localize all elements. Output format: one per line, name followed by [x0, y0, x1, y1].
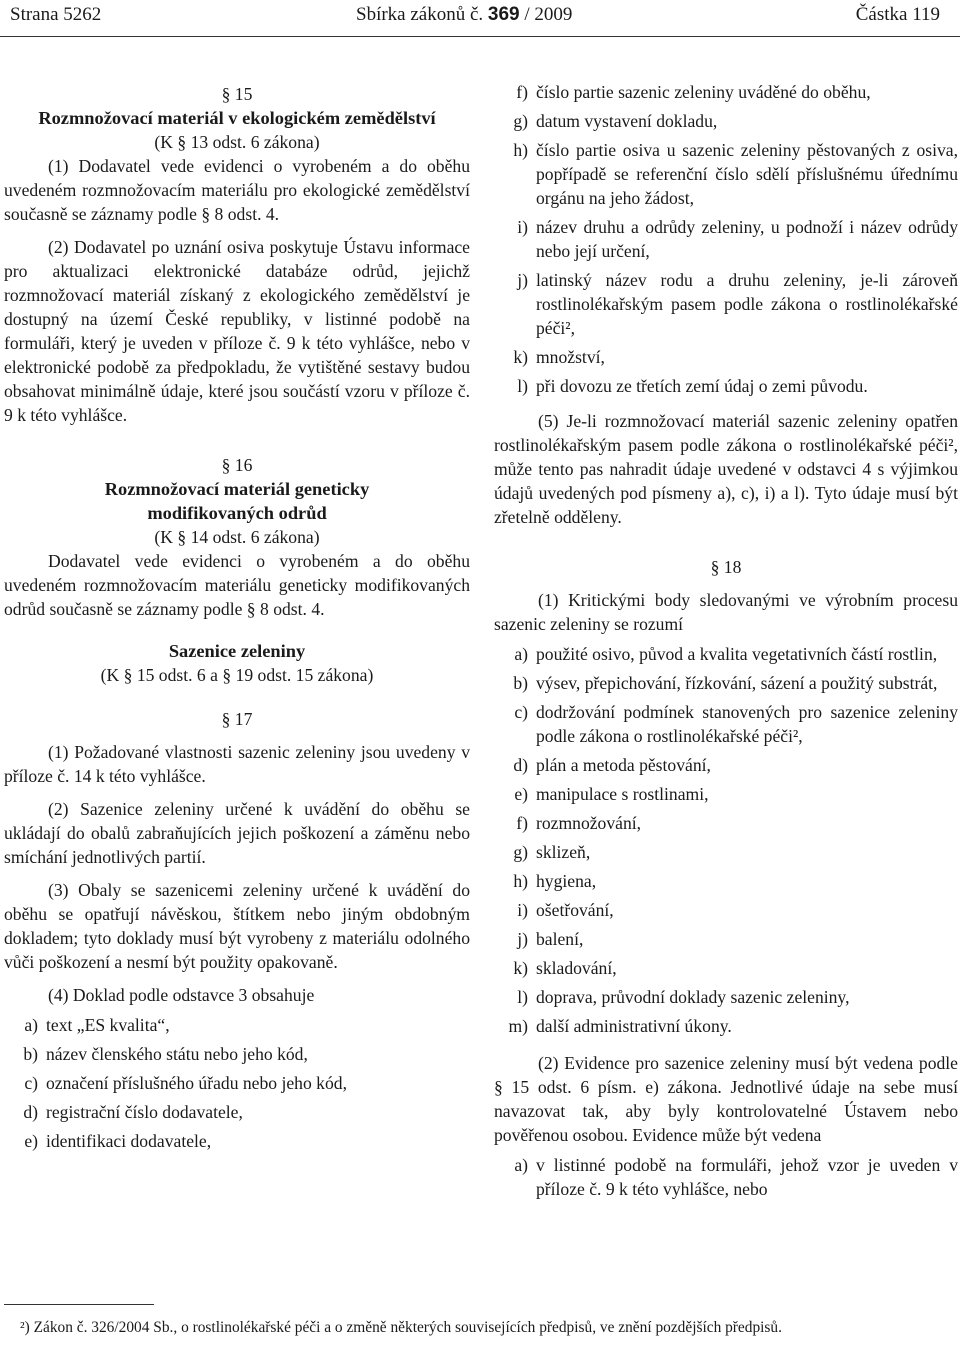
list-item: i) název druhu a odrůdy zeleniny, u podnoží i název odrůdy nebo její určení, — [517, 217, 958, 261]
list-item: g) datum vystavení dokladu, — [513, 111, 718, 131]
list-item: a) v listinné podobě na formuláři, jehož vzor je uveden v příloze č. 9 k této vyhlášce, nebo — [514, 1155, 958, 1199]
page-number: Strana 5262 — [10, 4, 102, 25]
list-item: m) další administrativní úkony. — [508, 1016, 732, 1036]
section-17-paragraph-4: (4) Doklad podle odstavce 3 obsahuje — [48, 985, 315, 1005]
list-item: i) ošetřování, — [517, 900, 614, 920]
section-18-number: § 18 — [710, 557, 742, 577]
section-17-item-list — [4, 1013, 470, 1153]
list-item: c) dodržování podmínek stanovených pro sazenice zeleniny podle zákona o rostlinolékařské péči², — [514, 702, 958, 746]
left-column — [4, 80, 470, 1158]
footnote-divider — [4, 1304, 154, 1305]
list-item: k) množství, — [513, 347, 605, 367]
section-15-title: Rozmnožovací materiál v ekologickém zemědělství — [38, 108, 436, 128]
list-item: j) balení, — [517, 929, 584, 949]
list-item: f) rozmnožování, — [516, 813, 642, 833]
section-16-title-line-1: Rozmnožovací materiál geneticky — [104, 479, 370, 499]
collection-prefix: Sbírka zákonů č. — [356, 4, 484, 25]
section-15-number: § 15 — [221, 84, 253, 104]
list-item: l) při dovozu ze třetích zemí údaj o zemi původu. — [517, 376, 868, 396]
right-column — [494, 80, 958, 1206]
section-18-paragraph-1: (1) Kritickými body sledovanými ve výrobním procesu sazenic zeleniny se rozumí — [494, 590, 958, 634]
list-item: b) výsev, přepichování, řízkování, sázení a použitý substrát, — [513, 673, 938, 693]
section-15-paragraph-2: (2) Dodavatel po uznání osiva poskytuje Ústavu informace pro aktualizaci elektronické databáze odrůd, jejichž rozmnožovací materiál získaný z ekologického zemědělství je dostupný na území České republiky, v listinné podobě na formuláři, který je uveden v příloze č. 9 k této vyhlášce, nebo v elektronické podobě za předpokladu, že vytištěné sestavy budou obsahovat minimálně údaje, které jsou součástí vzoru v příloze č. 9 k této vyhlášce. — [4, 237, 470, 425]
list-item: l) doprava, průvodní doklady sazenic zeleniny, — [517, 987, 850, 1007]
section-17-paragraph-1: (1) Požadované vlastnosti sazenic zeleniny jsou uvedeny v příloze č. 14 k této vyhlášce. — [4, 742, 470, 786]
list-item: f) číslo partie sazenic zeleniny uváděné do oběhu, — [516, 82, 871, 102]
section-16-paragraph: Dodavatel vede evidenci o vyrobeném a do oběhu uvedeném rozmnožovacím materiálu geneticky modifikovaných odrůd současně se záznamy podle § 8 odst. 4. — [4, 551, 470, 619]
list-item: e) manipulace s rostlinami, — [514, 784, 709, 804]
list-item: b) název členského státu nebo jeho kód, — [23, 1044, 308, 1064]
list-item: g) sklizeň, — [513, 842, 591, 862]
section-17-item-list-continued — [494, 80, 958, 398]
list-item: e) identifikaci dodavatele, — [24, 1131, 212, 1151]
section-16-title-line-2: modifikovaných odrůd — [147, 503, 327, 523]
list-item: d) registrační číslo dodavatele, — [23, 1102, 243, 1122]
list-item: c) označení příslušného úřadu nebo jeho kód, — [24, 1073, 347, 1093]
list-item: j) latinský název rodu a druhu zeleniny, je-li zároveň rostlinolékařským pasem podle zákona o rostlinolékařské péči², — [517, 270, 958, 338]
list-item: a) text „ES kvalita“, — [24, 1015, 170, 1035]
section-15-reference: (K § 13 odst. 6 zákona) — [154, 132, 320, 152]
section-17-paragraph-5: (5) Je-li rozmnožovací materiál sazenic zeleniny opatřen rostlinolékařským pasem podle zákona o rostlinolékařské péči², může tento pas nahradit údaje uvedené v odstavci 4 s výjimkou údajů uvedených pod písmeny a), c), i) a l). Tyto údaje musí být zřetelně odděleny. — [494, 411, 958, 527]
list-item: h) hygiena, — [513, 871, 597, 891]
section-16-reference: (K § 14 odst. 6 zákona) — [154, 527, 320, 547]
header-divider — [0, 36, 960, 37]
law-number: 369 — [487, 4, 520, 25]
list-item: a) použité osivo, původ a kvalita vegetativních částí rostlin, — [514, 644, 938, 664]
list-item: d) plán a metoda pěstování, — [513, 755, 711, 775]
part-number: Částka 119 — [855, 4, 940, 25]
list-item: k) skladování, — [513, 958, 617, 978]
section-17-paragraph-3: (3) Obaly se sazenicemi zeleniny určené k uvádění do oběhu se opatřují návěskou, štítkem nebo jiným obdobným dokladem; tyto doklady musí být vyrobeny z materiálu odolného vůči poškození a nesmí být použity opakovaně. — [4, 880, 470, 972]
footnote: ²) Zákon č. 326/2004 Sb., o rostlinolékařské péči a o změně některých souvisejících předpisů, ve znění pozdějších předpisů. — [20, 1319, 782, 1336]
law-year: / 2009 — [524, 4, 573, 25]
section-17-number: § 17 — [221, 709, 253, 729]
list-item: h) číslo partie osiva u sazenic zeleniny pěstovaných z osiva, popřípadě se referenční číslo sdělí příslušnému úřednímu orgánu na jeho žádost, — [513, 140, 958, 208]
section-17-paragraph-2: (2) Sazenice zeleniny určené k uvádění do oběhu se ukládají do obalů zabraňujících jejich poškození a záměnu nebo smíchání jednotlivých partií. — [4, 799, 470, 867]
page-header — [0, 0, 960, 38]
sazenice-reference: (K § 15 odst. 6 a § 19 odst. 15 zákona) — [100, 665, 374, 685]
section-15-paragraph-1: (1) Dodavatel vede evidenci o vyrobeném a do oběhu uvedeném rozmnožovacím materiálu pro ekologické zemědělství současně se záznamy podle § 8 odst. 4. — [4, 156, 470, 224]
sazenice-heading: Sazenice zeleniny — [168, 641, 306, 661]
section-18-paragraph-2: (2) Evidence pro sazenice zeleniny musí být vedena podle § 15 odst. 6 písm. e) zákona. Jednotlivé údaje na sebe musí navazovat tak, aby byly kontrolovatelné Ústavem nebo pověřenou osobou. Evidence může být vedena — [494, 1053, 958, 1145]
section-16-number: § 16 — [221, 455, 253, 475]
section-18-item-list — [494, 642, 958, 1038]
collection-title — [356, 4, 572, 26]
